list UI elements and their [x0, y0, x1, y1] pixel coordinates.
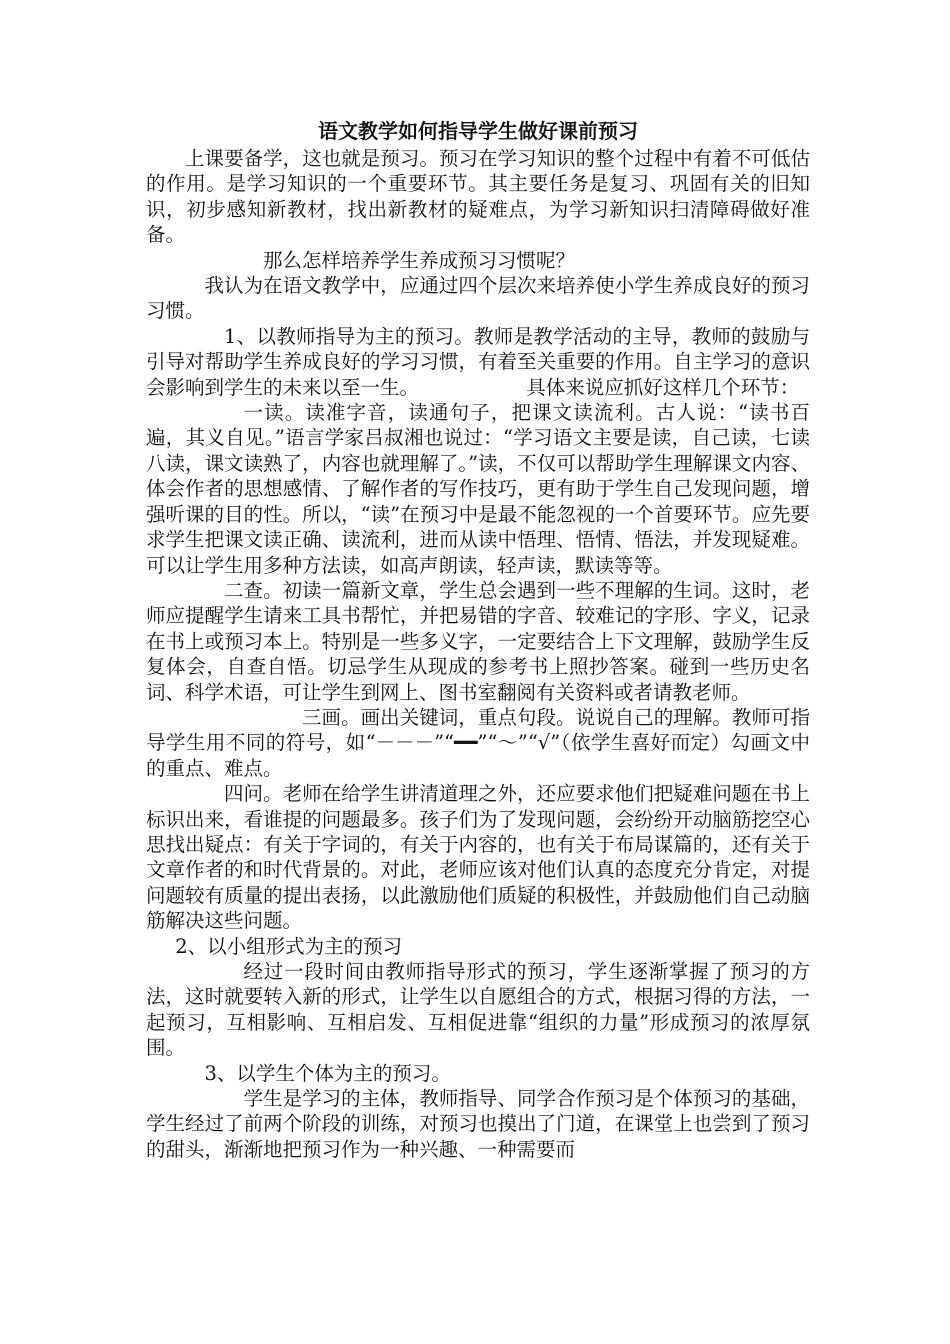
- paragraph-step-check: 二查。初读一篇新文章，学生总会遇到一些不理解的生词。这时，老师应提醒学生请来工具书帮忙，并把易错的字音、较难记的字形、字义，记录在书上或预习本上。特别是一些多义字，一定要结合上下文理解，鼓励学生反复体会，自查自悟。切忌学生从现成的参考书上照抄答案。碰到一些历史名词、科学术语，可让学生到网上、图书室翻阅有关资料或者请教老师。: [146, 578, 810, 704]
- paragraph-four-levels: 我认为在语文教学中，应通过四个层次来培养使小学生养成良好的预习习惯。: [146, 274, 810, 323]
- document-title: 语文教学如何指导学生做好课前预习: [318, 119, 638, 143]
- paragraph-level-1: [146, 324, 810, 400]
- paragraph-step-mark: 三画。画出关键词，重点句段。说说自己的理解。教师可指导学生用不同的符号，如“－－－”“━━”“～”“√”（依学生喜好而定）勾画文中的重点、难点。: [146, 705, 810, 780]
- paragraph-step-ask: 四问。老师在给学生讲清道理之外，还应要求他们把疑难问题在书上标识出来，看谁提的问题最多。孩子们为了发现问题，会纷纷开动脑筋挖空心思找出疑点：有关于字词的，有关于内容的，也有关于布局谋篇的，还有关于文章作者的和时代背景的。对此，老师应该对他们认真的态度充分肯定，对提问题较有质量的提出表扬，以此激励他们质疑的积极性，并鼓励他们自己动脑筋解决这些问题。: [146, 782, 810, 933]
- paragraph-level-2: 经过一段时间由教师指导形式的预习，学生逐渐掌握了预习的方法，这时就要转入新的形式，让学生以自愿组合的方式，根据习得的方法，一起预习，互相影响、互相启发、互相促进靠“组织的力量”形成预习的浓厚氛围。: [146, 960, 810, 1060]
- paragraph-level-1-steps: 具体来说应抓好这样几个环节：: [526, 375, 800, 399]
- paragraph-intro: 上课要备学，这也就是预习。预习在学习知识的整个过程中有着不可低估的作用。是学习知识的一个重要环节。其主要任务是复习、巩固有关的旧知识，初步感知新教材，找出新教材的疑难点，为学习新知识扫清障碍做好准备。: [146, 147, 810, 247]
- paragraph-level-2-heading: 2、以小组形式为主的预习: [175, 934, 403, 958]
- paragraph-level-3: 学生是学习的主体，教师指导、同学合作预习是个体预习的基础，学生经过了前两个阶段的训练，对预习也摸出了门道，在课堂上也尝到了预习的甜头，渐渐地把预习作为一种兴趣、一种需要而: [146, 1087, 810, 1161]
- paragraph-level-1-text: 1、以教师指导为主的预习。教师是教学活动的主导，教师的鼓励与引导对帮助学生养成良好的学习习惯，有着至关重要的作用。自主学习的意识会影响到学生的未来以至一生。: [146, 324, 810, 399]
- document-page: [146, 118, 810, 1162]
- paragraph-step-read: 一读。读准字音，读通句子，把课文读流利。古人说：“读书百遍，其义自见。”语言学家吕叔湘也说过：“学习语文主要是读，自己读，七读八读，课文读熟了，内容也就理解了。”读，不仅可以帮助学生理解课文内容、体会作者的思想感情、了解作者的写作技巧，更有助于学生自己发现问题，增强听课的目的性。所以，“读”在预习中是最不能忽视的一个首要环节。应先要求学生把课文读正确、读流利，进而从读中悟理、悟情、悟法，并发现疑难。可以让学生用多种方法读，如高声朗读，轻声读，默读等等。: [146, 401, 810, 577]
- paragraph-level-3-heading: 3、以学生个体为主的预习。: [204, 1061, 451, 1085]
- paragraph-question: 那么怎样培养学生养成预习习惯呢？: [263, 248, 576, 272]
